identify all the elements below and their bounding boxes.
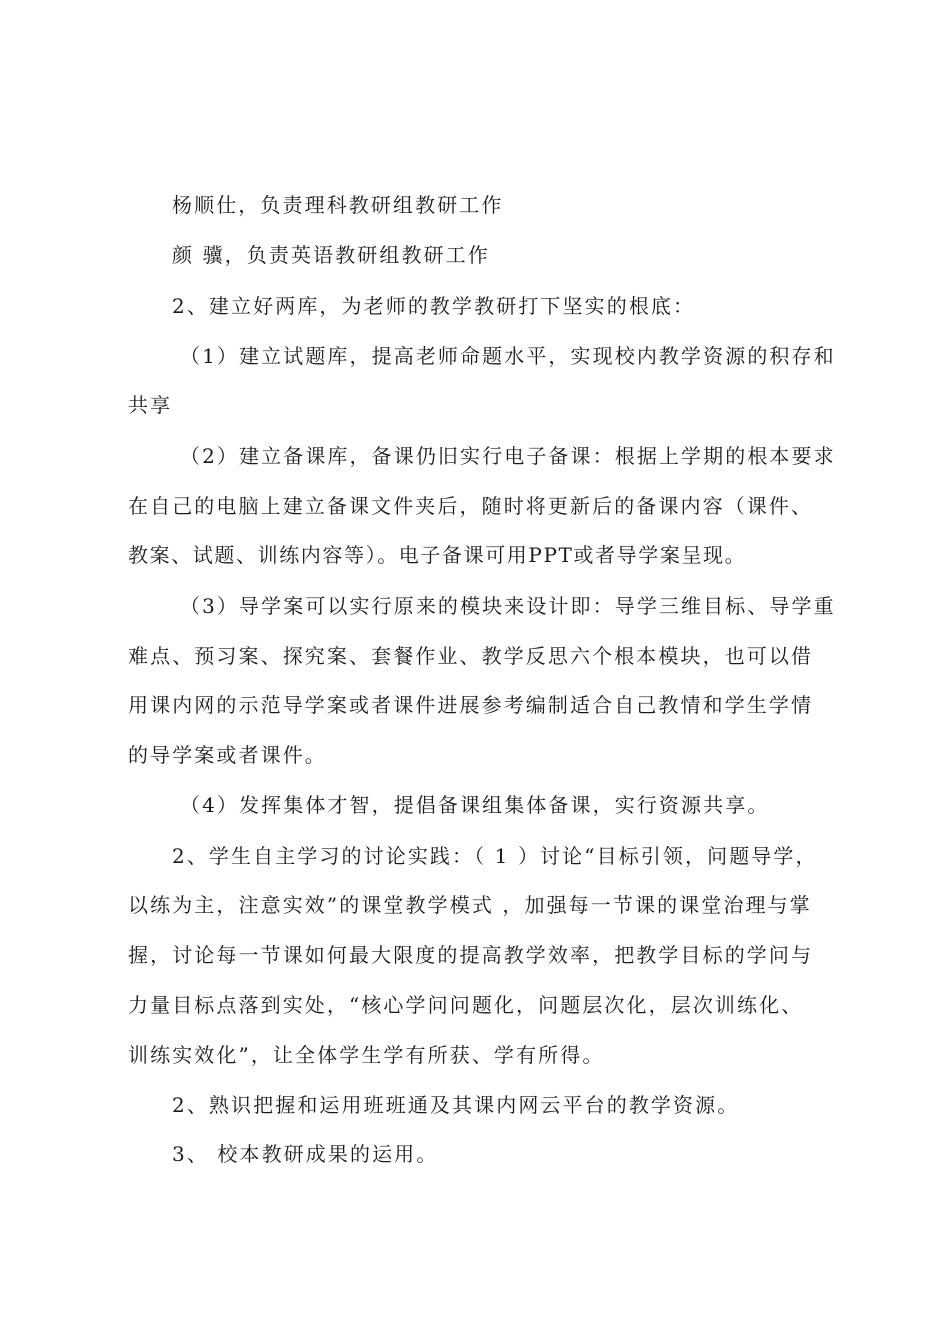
paragraph-line: 以练为主，注意实效”的课堂教学模式 ，加强每一节课的课堂治理与掌 xyxy=(128,893,812,917)
paragraph-line: 颜 骥，负责英语教研组教研工作 xyxy=(172,243,490,267)
paragraph-line: 难点、预习案、探究案、套餐作业、教学反思六个根本模块，也可以借 xyxy=(128,644,814,668)
paragraph-line: 力量目标点落到实处，“核心学问问题化，问题层次化，层次训练化、 xyxy=(128,993,804,1017)
paragraph-line: 2、熟识把握和运用班班通及其课内网云平台的教学资源。 xyxy=(172,1093,740,1117)
paragraph-line: 的导学案或者课件。 xyxy=(128,743,327,767)
paragraph-line: （1）建立试题库，提高老师命题水平，实现校内教学资源的积存和 xyxy=(180,344,836,368)
paragraph-line: （3）导学案可以实行原来的模块来设计即：导学三维目标、导学重 xyxy=(180,594,836,618)
paragraph-line: 2、学生自主学习的讨论实践：（ 1 ）讨论“目标引领，问题导学， xyxy=(172,844,818,868)
paragraph-line: 在自己的电脑上建立备课文件夹后，随时将更新后的备课内容（课件、 xyxy=(128,494,814,518)
paragraph-line: 训练实效化”，让全体学生学有所获、学有所得。 xyxy=(128,1043,605,1067)
paragraph-line: 2、建立好两库，为老师的教学教研打下坚实的根底： xyxy=(172,294,696,318)
paragraph-line: （2）建立备课库，备课仍旧实行电子备课：根据上学期的根本要求 xyxy=(180,444,836,468)
paragraph-line: 杨顺仕，负责理科教研组教研工作 xyxy=(172,193,504,217)
paragraph-line: 用课内网的示范导学案或者课件进展参考编制适合自己教情和学生学情 xyxy=(128,693,814,717)
paragraph-line: 教案、试题、训练内容等）。电子备课可用PPT或者导学案呈现。 xyxy=(128,543,747,567)
paragraph-line: （4）发挥集体才智，提倡备课组集体备课，实行资源共享。 xyxy=(180,793,770,817)
paragraph-line: 3、 校本教研成果的运用。 xyxy=(172,1142,439,1166)
paragraph-line: 共享 xyxy=(128,393,173,417)
paragraph-line: 握，讨论每一节课如何最大限度的提高教学效率，把教学目标的学问与 xyxy=(128,943,814,967)
